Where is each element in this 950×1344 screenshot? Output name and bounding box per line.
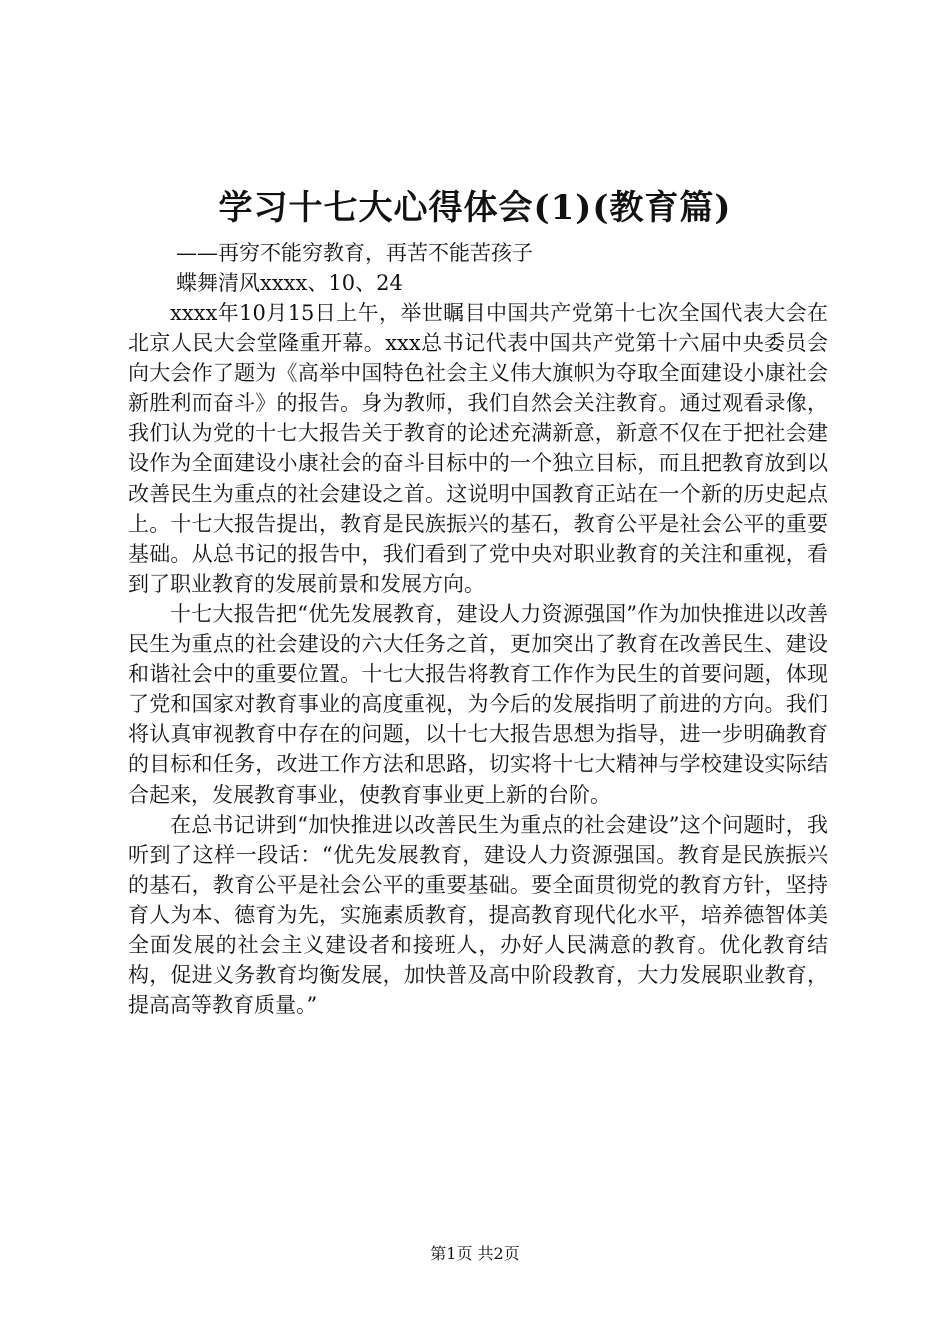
document-body [128, 298, 828, 1020]
paragraph-1: xxxx年10月15日上午，举世瞩目中国共产党第十七次全国代表大会在北京人民大会堂隆重开幕。xxx总书记代表中国共产党第十六届中央委员会向大会作了题为《高举中国特色社会主义伟大旗帜为夺取全面建设小康社会新胜利而奋斗》的报告。身为教师，我们自然会关注教育。通过观看录像，我们认为党的十七大报告关于教育的论述充满新意，新意不仅在于把社会建设作为全面建设小康社会的奋斗目标中的一个独立目标，而且把教育放到以改善民生为重点的社会建设之首。这说明中国教育正站在一个新的历史起点上。十七大报告提出，教育是民族振兴的基石，教育公平是社会公平的重要基础。从总书记的报告中，我们看到了党中央对职业教育的关注和重视，看到了职业教育的发展前景和发展方向。 [128, 301, 828, 596]
page-number-footer: 第1页 共2页 [430, 1244, 520, 1263]
document-title: 学习十七大心得体会(1)(教育篇) [218, 188, 732, 228]
paragraph-3: 在总书记讲到“加快推进以改善民生为重点的社会建设”这个问题时，我听到了这样一段话：“优先发展教育，建设人力资源强国。教育是民族振兴的基石，教育公平是社会公平的重要基础。要全面贯彻党的教育方针，坚持育人为本、德育为先，实施素质教育，提高教育现代化水平，培养德智体美全面发展的社会主义建设者和接班人，办好人民满意的教育。优化教育结构，促进义务教育均衡发展，加快普及高中阶段教育，大力发展职业教育，提高高等教育质量。” [128, 812, 828, 1018]
paragraph-2: 十七大报告把“优先发展教育，建设人力资源强国”作为加快推进以改善民生为重点的社会建设的六大任务之首，更加突出了教育在改善民生、建设和谐社会中的重要位置。十七大报告将教育工作作为民生的首要问题，体现了党和国家对教育事业的高度重视，为今后的发展指明了前进的方向。我们将认真审视教育中存在的问题，以十七大报告思想为指导，进一步明确教育的目标和任务，改进工作方法和思路，切实将十七大精神与学校建设实际结合起来，发展教育事业，使教育事业更上新的台阶。 [128, 601, 828, 807]
author-date-line: 蝶舞清风xxxx、10、24 [176, 271, 403, 295]
document-subtitle: ——再穷不能穷教育，再苦不能苦孩子 [176, 241, 533, 265]
